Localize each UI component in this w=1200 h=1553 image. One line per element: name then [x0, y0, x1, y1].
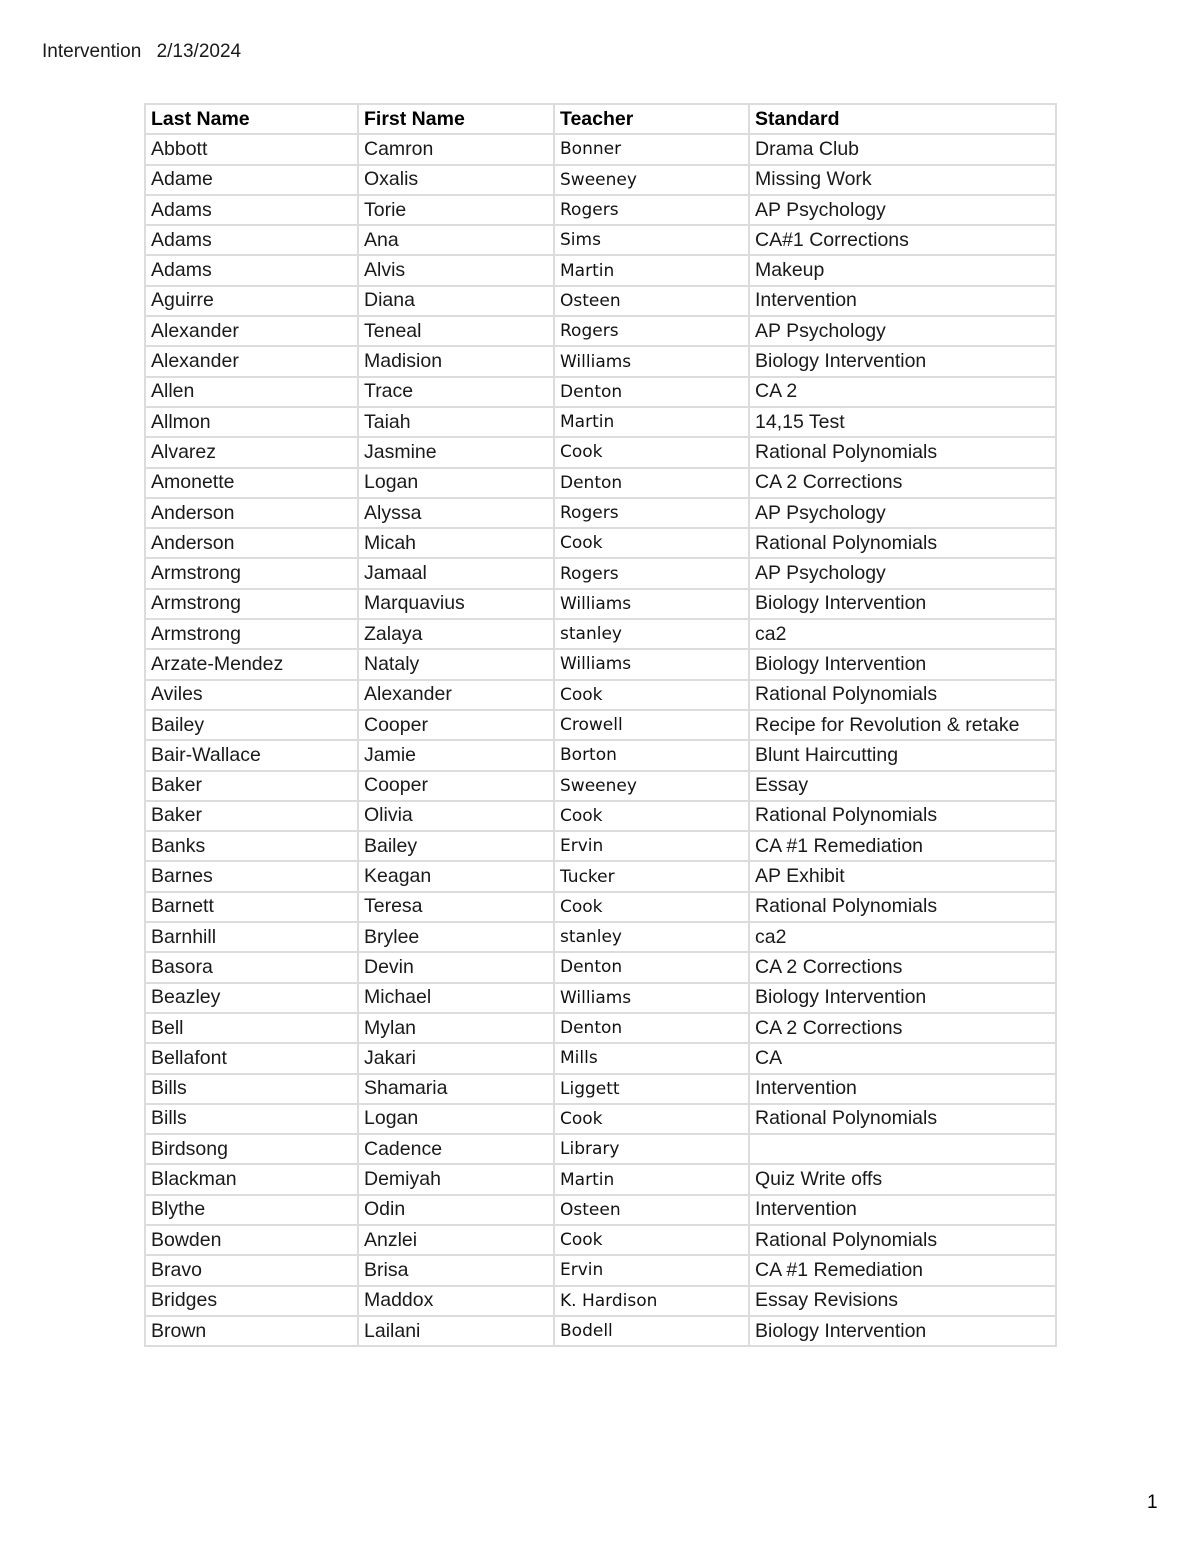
column-header-standard: Standard — [749, 104, 1056, 134]
first-name-cell: Brylee — [358, 922, 554, 952]
table-row — [145, 952, 1056, 982]
last-name-cell: Alexander — [145, 316, 358, 346]
table-row — [145, 407, 1056, 437]
table-row — [145, 771, 1056, 801]
table-row — [145, 983, 1056, 1013]
first-name-cell: Logan — [358, 468, 554, 498]
teacher-cell: Sweeney — [554, 771, 749, 801]
table-row — [145, 255, 1056, 285]
last-name-cell: Baker — [145, 801, 358, 831]
last-name-cell: Bell — [145, 1013, 358, 1043]
table-row — [145, 1225, 1056, 1255]
first-name-cell: Jamaal — [358, 558, 554, 588]
teacher-cell: Bonner — [554, 134, 749, 164]
table-row — [145, 740, 1056, 770]
standard-cell: AP Psychology — [749, 316, 1056, 346]
teacher-cell: Mills — [554, 1043, 749, 1073]
standard-cell: 14,15 Test — [749, 407, 1056, 437]
last-name-cell: Brown — [145, 1316, 358, 1346]
standard-cell: CA — [749, 1043, 1056, 1073]
last-name-cell: Bills — [145, 1104, 358, 1134]
last-name-cell: Aviles — [145, 680, 358, 710]
teacher-cell: Bodell — [554, 1316, 749, 1346]
first-name-cell: Alvis — [358, 255, 554, 285]
table-row — [145, 468, 1056, 498]
page-date: 2/13/2024 — [156, 41, 242, 62]
first-name-cell: Oxalis — [358, 165, 554, 195]
first-name-cell: Teresa — [358, 892, 554, 922]
last-name-cell: Basora — [145, 952, 358, 982]
standard-cell: CA 2 — [749, 377, 1056, 407]
first-name-cell: Brisa — [358, 1255, 554, 1285]
first-name-cell: Cadence — [358, 1134, 554, 1164]
standard-cell: Rational Polynomials — [749, 680, 1056, 710]
last-name-cell: Amonette — [145, 468, 358, 498]
last-name-cell: Baker — [145, 771, 358, 801]
first-name-cell: Shamaria — [358, 1074, 554, 1104]
teacher-cell: Tucker — [554, 861, 749, 891]
first-name-cell: Demiyah — [358, 1164, 554, 1194]
last-name-cell: Alvarez — [145, 437, 358, 467]
standard-cell: Essay — [749, 771, 1056, 801]
standard-cell: Biology Intervention — [749, 1316, 1056, 1346]
teacher-cell: Sims — [554, 225, 749, 255]
first-name-cell: Zalaya — [358, 619, 554, 649]
first-name-cell: Alyssa — [358, 498, 554, 528]
first-name-cell: Ana — [358, 225, 554, 255]
last-name-cell: Bowden — [145, 1225, 358, 1255]
teacher-cell: Osteen — [554, 286, 749, 316]
table-row — [145, 649, 1056, 679]
last-name-cell: Anderson — [145, 498, 358, 528]
table-row — [145, 286, 1056, 316]
teacher-cell: Rogers — [554, 558, 749, 588]
standard-cell: Rational Polynomials — [749, 1104, 1056, 1134]
column-header-last-name: Last Name — [145, 104, 358, 134]
teacher-cell: Cook — [554, 528, 749, 558]
teacher-cell: Martin — [554, 1164, 749, 1194]
last-name-cell: Adame — [145, 165, 358, 195]
standard-cell: CA#1 Corrections — [749, 225, 1056, 255]
standard-cell: Quiz Write offs — [749, 1164, 1056, 1194]
standard-cell: ca2 — [749, 922, 1056, 952]
table-row — [145, 922, 1056, 952]
table-row — [145, 1134, 1056, 1164]
table-row — [145, 528, 1056, 558]
teacher-cell: Denton — [554, 468, 749, 498]
header-row — [145, 104, 1056, 134]
standard-cell — [749, 1134, 1056, 1164]
first-name-cell: Jakari — [358, 1043, 554, 1073]
teacher-cell: Williams — [554, 346, 749, 376]
last-name-cell: Alexander — [145, 346, 358, 376]
teacher-cell: Rogers — [554, 316, 749, 346]
standard-cell: Rational Polynomials — [749, 528, 1056, 558]
first-name-cell: Nataly — [358, 649, 554, 679]
column-header-first-name: First Name — [358, 104, 554, 134]
teacher-cell: Cook — [554, 801, 749, 831]
table-row — [145, 861, 1056, 891]
last-name-cell: Armstrong — [145, 558, 358, 588]
last-name-cell: Adams — [145, 255, 358, 285]
teacher-cell: Osteen — [554, 1195, 749, 1225]
last-name-cell: Bellafont — [145, 1043, 358, 1073]
teacher-cell: Williams — [554, 589, 749, 619]
table-row — [145, 710, 1056, 740]
table-row — [145, 801, 1056, 831]
table-row — [145, 316, 1056, 346]
table-row — [145, 831, 1056, 861]
last-name-cell: Banks — [145, 831, 358, 861]
standard-cell: Biology Intervention — [749, 649, 1056, 679]
first-name-cell: Trace — [358, 377, 554, 407]
first-name-cell: Torie — [358, 195, 554, 225]
last-name-cell: Abbott — [145, 134, 358, 164]
last-name-cell: Bridges — [145, 1286, 358, 1316]
table-row — [145, 1074, 1056, 1104]
first-name-cell: Madision — [358, 346, 554, 376]
standard-cell: Rational Polynomials — [749, 1225, 1056, 1255]
standard-cell: Rational Polynomials — [749, 801, 1056, 831]
standard-cell: CA 2 Corrections — [749, 952, 1056, 982]
table-row — [145, 680, 1056, 710]
first-name-cell: Diana — [358, 286, 554, 316]
teacher-cell: Cook — [554, 892, 749, 922]
table-row — [145, 195, 1056, 225]
first-name-cell: Anzlei — [358, 1225, 554, 1255]
last-name-cell: Beazley — [145, 983, 358, 1013]
last-name-cell: Barnett — [145, 892, 358, 922]
last-name-cell: Armstrong — [145, 619, 358, 649]
teacher-cell: Rogers — [554, 498, 749, 528]
teacher-cell: Borton — [554, 740, 749, 770]
teacher-cell: Sweeney — [554, 165, 749, 195]
teacher-cell: Cook — [554, 437, 749, 467]
teacher-cell: Cook — [554, 1225, 749, 1255]
first-name-cell: Cooper — [358, 771, 554, 801]
standard-cell: ca2 — [749, 619, 1056, 649]
standard-cell: Recipe for Revolution & retake — [749, 710, 1056, 740]
first-name-cell: Jamie — [358, 740, 554, 770]
table-row — [145, 1104, 1056, 1134]
table-row — [145, 346, 1056, 376]
last-name-cell: Birdsong — [145, 1134, 358, 1164]
table-row — [145, 1013, 1056, 1043]
standard-cell: Rational Polynomials — [749, 437, 1056, 467]
last-name-cell: Adams — [145, 195, 358, 225]
last-name-cell: Anderson — [145, 528, 358, 558]
standard-cell: Biology Intervention — [749, 983, 1056, 1013]
teacher-cell: Cook — [554, 680, 749, 710]
last-name-cell: Bravo — [145, 1255, 358, 1285]
first-name-cell: Marquavius — [358, 589, 554, 619]
standard-cell: AP Exhibit — [749, 861, 1056, 891]
last-name-cell: Allen — [145, 377, 358, 407]
table-row — [145, 1043, 1056, 1073]
table-row — [145, 1195, 1056, 1225]
standard-cell: Intervention — [749, 1195, 1056, 1225]
standard-cell: Biology Intervention — [749, 589, 1056, 619]
first-name-cell: Logan — [358, 1104, 554, 1134]
first-name-cell: Camron — [358, 134, 554, 164]
first-name-cell: Mylan — [358, 1013, 554, 1043]
first-name-cell: Taiah — [358, 407, 554, 437]
teacher-cell: Denton — [554, 377, 749, 407]
table-row — [145, 1164, 1056, 1194]
standard-cell: AP Psychology — [749, 195, 1056, 225]
table-row — [145, 437, 1056, 467]
standard-cell: Blunt Haircutting — [749, 740, 1056, 770]
first-name-cell: Olivia — [358, 801, 554, 831]
page-number: 1 — [1147, 1492, 1158, 1513]
standard-cell: Intervention — [749, 1074, 1056, 1104]
table-row — [145, 498, 1056, 528]
first-name-cell: Alexander — [358, 680, 554, 710]
standard-cell: CA 2 Corrections — [749, 1013, 1056, 1043]
teacher-cell: stanley — [554, 619, 749, 649]
table-row — [145, 165, 1056, 195]
table-row — [145, 134, 1056, 164]
standard-cell: AP Psychology — [749, 558, 1056, 588]
page-title: Intervention — [42, 41, 142, 62]
last-name-cell: Allmon — [145, 407, 358, 437]
standard-cell: Essay Revisions — [749, 1286, 1056, 1316]
standard-cell: Makeup — [749, 255, 1056, 285]
standard-cell: Intervention — [749, 286, 1056, 316]
teacher-cell: stanley — [554, 922, 749, 952]
first-name-cell: Bailey — [358, 831, 554, 861]
teacher-cell: Cook — [554, 1104, 749, 1134]
table-row — [145, 1255, 1056, 1285]
teacher-cell: Martin — [554, 255, 749, 285]
table-row — [145, 377, 1056, 407]
teacher-cell: Ervin — [554, 831, 749, 861]
table-row — [145, 619, 1056, 649]
last-name-cell: Blythe — [145, 1195, 358, 1225]
teacher-cell: K. Hardison — [554, 1286, 749, 1316]
teacher-cell: Martin — [554, 407, 749, 437]
last-name-cell: Bailey — [145, 710, 358, 740]
first-name-cell: Teneal — [358, 316, 554, 346]
table-row — [145, 589, 1056, 619]
first-name-cell: Cooper — [358, 710, 554, 740]
teacher-cell: Williams — [554, 983, 749, 1013]
column-header-teacher: Teacher — [554, 104, 749, 134]
standard-cell: CA #1 Remediation — [749, 1255, 1056, 1285]
page-header — [42, 41, 241, 63]
teacher-cell: Ervin — [554, 1255, 749, 1285]
standard-cell: CA #1 Remediation — [749, 831, 1056, 861]
standard-cell: Rational Polynomials — [749, 892, 1056, 922]
last-name-cell: Barnhill — [145, 922, 358, 952]
first-name-cell: Jasmine — [358, 437, 554, 467]
teacher-cell: Williams — [554, 649, 749, 679]
teacher-cell: Liggett — [554, 1074, 749, 1104]
teacher-cell: Denton — [554, 1013, 749, 1043]
roster-table — [144, 103, 1057, 1347]
table-row — [145, 558, 1056, 588]
last-name-cell: Aguirre — [145, 286, 358, 316]
table-row — [145, 1316, 1056, 1346]
first-name-cell: Keagan — [358, 861, 554, 891]
teacher-cell: Rogers — [554, 195, 749, 225]
last-name-cell: Blackman — [145, 1164, 358, 1194]
last-name-cell: Barnes — [145, 861, 358, 891]
table-row — [145, 1286, 1056, 1316]
standard-cell: CA 2 Corrections — [749, 468, 1056, 498]
last-name-cell: Adams — [145, 225, 358, 255]
last-name-cell: Armstrong — [145, 589, 358, 619]
last-name-cell: Arzate-Mendez — [145, 649, 358, 679]
first-name-cell: Micah — [358, 528, 554, 558]
teacher-cell: Library — [554, 1134, 749, 1164]
first-name-cell: Lailani — [358, 1316, 554, 1346]
last-name-cell: Bills — [145, 1074, 358, 1104]
standard-cell: Missing Work — [749, 165, 1056, 195]
first-name-cell: Maddox — [358, 1286, 554, 1316]
standard-cell: AP Psychology — [749, 498, 1056, 528]
teacher-cell: Denton — [554, 952, 749, 982]
first-name-cell: Michael — [358, 983, 554, 1013]
table-row — [145, 892, 1056, 922]
first-name-cell: Odin — [358, 1195, 554, 1225]
teacher-cell: Crowell — [554, 710, 749, 740]
standard-cell: Drama Club — [749, 134, 1056, 164]
standard-cell: Biology Intervention — [749, 346, 1056, 376]
first-name-cell: Devin — [358, 952, 554, 982]
roster-body — [145, 134, 1056, 1346]
last-name-cell: Bair-Wallace — [145, 740, 358, 770]
table-row — [145, 225, 1056, 255]
